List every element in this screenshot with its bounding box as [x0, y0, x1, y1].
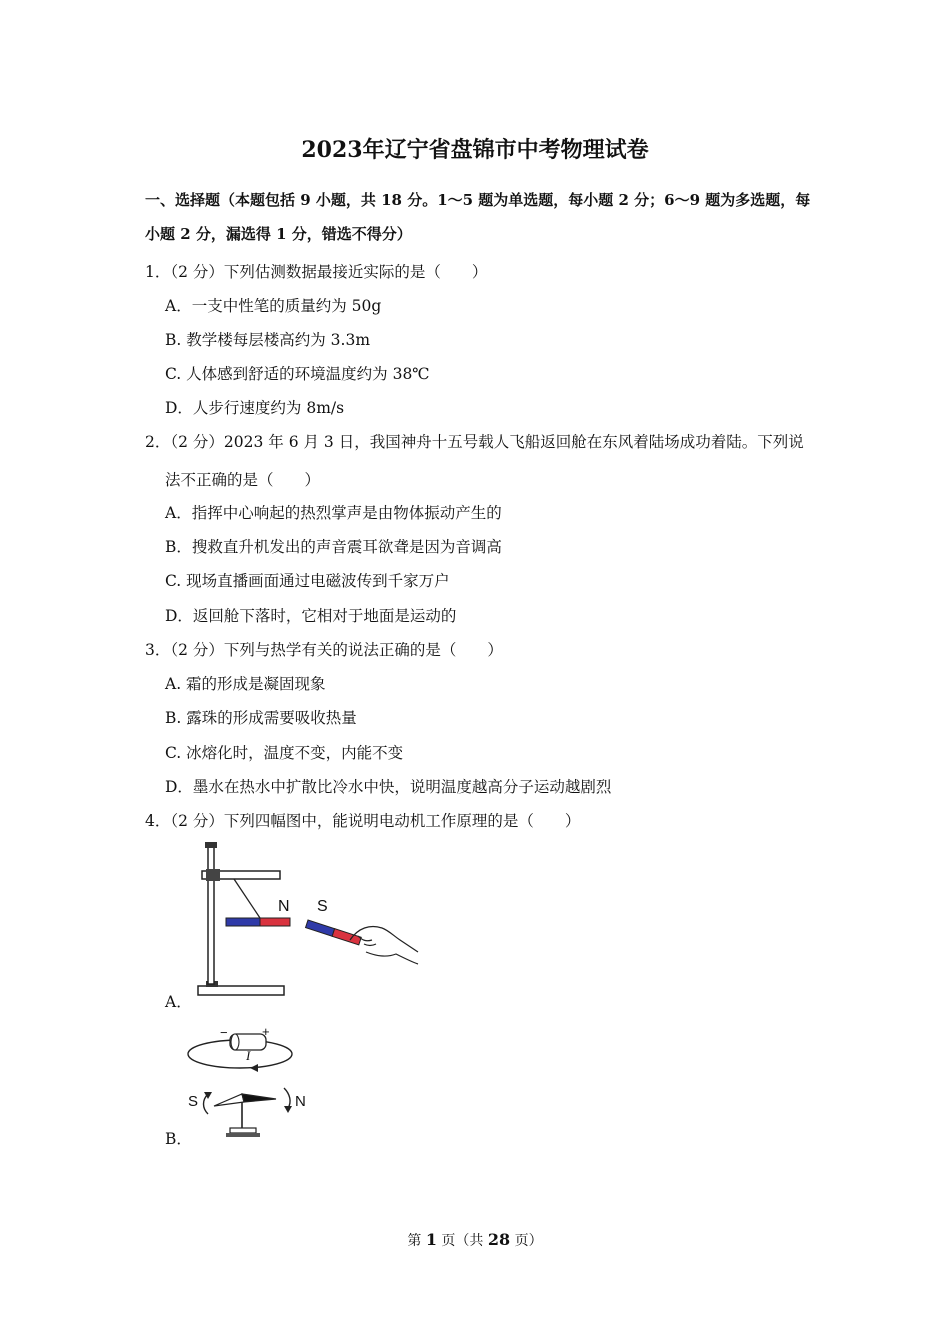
magnet-label-s: S [317, 898, 328, 915]
question-1-option-c: C. 人体感到舒适的环境温度约为 38℃ [165, 365, 430, 383]
held-magnet-red-half [332, 929, 361, 945]
battery-minus-sign: − [220, 1025, 228, 1040]
suspended-magnet-red-half [260, 918, 290, 926]
compass-label-s: S [188, 1093, 199, 1110]
page-title: 2023年辽宁省盘锦市中考物理试卷 [301, 137, 649, 163]
question-2-option-d: D．返回舱下落时，它相对于地面是运动的 [165, 607, 457, 625]
footer-mid: 页（共 [436, 1233, 488, 1249]
magnet-label-n: N [278, 898, 290, 915]
footer-prefix: 第 [407, 1233, 426, 1249]
question-4-option-a-label: A． [165, 993, 192, 1011]
page-footer [0, 1230, 950, 1250]
section-heading-line-1: 一、选择题（本题包括 9 小题，共 18 分。1～5 题为单选题，每小题 2 分；6～9 题为多选题，每 [145, 191, 811, 209]
held-magnet-blue-half [306, 920, 335, 936]
footer-total-pages: 28 [487, 1230, 511, 1249]
question-1-stem: 1．（2 分）下列估测数据最接近实际的是（ ） [145, 263, 488, 281]
footer-page-number: 1 [425, 1230, 437, 1249]
suspended-magnet-blue-half [226, 918, 260, 926]
question-3-option-b: B. 露珠的形成需要吸收热量 [165, 709, 357, 727]
question-4-stem: 4．（2 分）下列四幅图中，能说明电动机工作原理的是（ ） [145, 812, 581, 830]
question-3-option-c: C. 冰熔化时，温度不变，内能不变 [165, 744, 404, 762]
section-heading [145, 183, 815, 251]
question-2-stem-line-2: 法不正确的是（ ） [165, 471, 321, 489]
section-heading-line-2: 小题 2 分，漏选得 1 分，错选不得分） [145, 225, 412, 243]
figure-a-magnet-stand [190, 840, 425, 1000]
question-2-option-b: B．搜救直升机发出的声音震耳欲聋是因为音调高 [165, 538, 502, 556]
question-4-option-b-label: B． [165, 1130, 192, 1148]
hand-outline [350, 927, 418, 965]
footer-suffix: 页） [510, 1233, 543, 1249]
question-1-option-d: D．人步行速度约为 8m/s [165, 399, 345, 417]
question-2-option-c: C. 现场直播画面通过电磁波传到千家万户 [165, 572, 450, 590]
question-3-stem: 3．（2 分）下列与热学有关的说法正确的是（ ） [145, 641, 503, 659]
question-2-stem-line-1: 2．（2 分）2023 年 6 月 3 日，我国神舟十五号载人飞船返回舱在东风着陆场成功着陆。下列说 [145, 433, 804, 451]
battery-plus-sign: + [262, 1024, 270, 1039]
question-3-option-a: A. 霜的形成是凝固现象 [165, 675, 326, 693]
question-1-option-a: A．一支中性笔的质量约为 50g [165, 297, 382, 315]
current-label: I [246, 1048, 251, 1063]
figure-b-compass-circuit [180, 1020, 320, 1140]
question-3-option-d: D．墨水在热水中扩散比冷水中快，说明温度越高分子运动越剧烈 [165, 778, 612, 796]
compass-label-n: N [295, 1093, 306, 1110]
question-1-option-b: B. 教学楼每层楼高约为 3.3m [165, 331, 371, 349]
question-2-option-a: A．指挥中心响起的热烈掌声是由物体振动产生的 [165, 504, 502, 522]
